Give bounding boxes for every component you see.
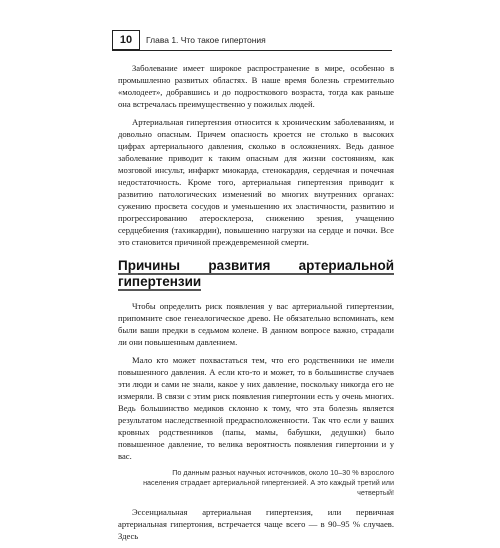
running-header [112,30,392,51]
page-number: 10 [112,30,140,50]
paragraph: Заболевание имеет широкое распространение в мире, особенно в промышленно развитых областях. В наше время болезнь стремительно «молодеет», добравшись и до подросткового возраста, тогда как раньше она встречалась преимущественно у пожилых людей. [118,63,394,109]
page-body [118,62,394,548]
section-heading [118,258,394,290]
paragraph: Чтобы определить риск появления у вас артериальной гипертензии, припомните свое генеалогическое древо. Не обязательно вспоминать, кем были ваши предки в седьмом колене. В данном вопросе важно, страдали ли они повышенным давлением. [118,301,394,347]
paragraph: Мало кто может похвастаться тем, что его родственники не имели повышенного давления. А если кто-то и может, то в большинстве случаев эти люди и сами не знали, какое у них давление, поскольку никогда его не измеряли. В связи с этим риск появления гипертонии есть у очень многих. Ведь большинство медиков склонно к тому, что эта болезнь является результатом наследственной предрасположенности. Так что если у ваших кровных родственников (папы, мамы, бабушки, дедушки) было повышенное давление, то велика вероятность появления гипертонии и у вас. [118,355,394,461]
chapter-title: Глава 1. Что такое гипертония [146,35,266,45]
paragraph: Артериальная гипертензия относится к хроническим заболеваниям, и довольно опасным. Причем опасность кроется не столько в высоких цифрах артериального давления, сколько в осложнениях. Ведь данное заболевание приводит к таким опасным для жизни состояниям, как мозговой инсульт, инфаркт миокарда, стенокардия, сердечная и почечная недостаточность. Кроме того, артериальная гипертензия приводит к развитию патологических изменений во многих внутренних органах: сужению просвета сосудов и уменьшению их эластичности, развитию и прогрессированию атеросклероза, снижению зрения, учащению сердцебиения (тахикардии), повышению нагрузки на сердце и почки. Все это становится причиной преждевременной смерти. [118,117,394,247]
paragraph: Эссенциальная артериальная гипертензия, или первичная артериальная гипертония, встречается чаще всего — в 90–95 % случаев. Здесь [118,507,394,541]
side-note: По данным разных научных источников, около 10–30 % взрослого населения страдает артериальной гипертензией. А это каждый третий или четвертый! [143,468,394,497]
section-heading-text: Причины развития артериальной гипертензии [118,258,394,289]
